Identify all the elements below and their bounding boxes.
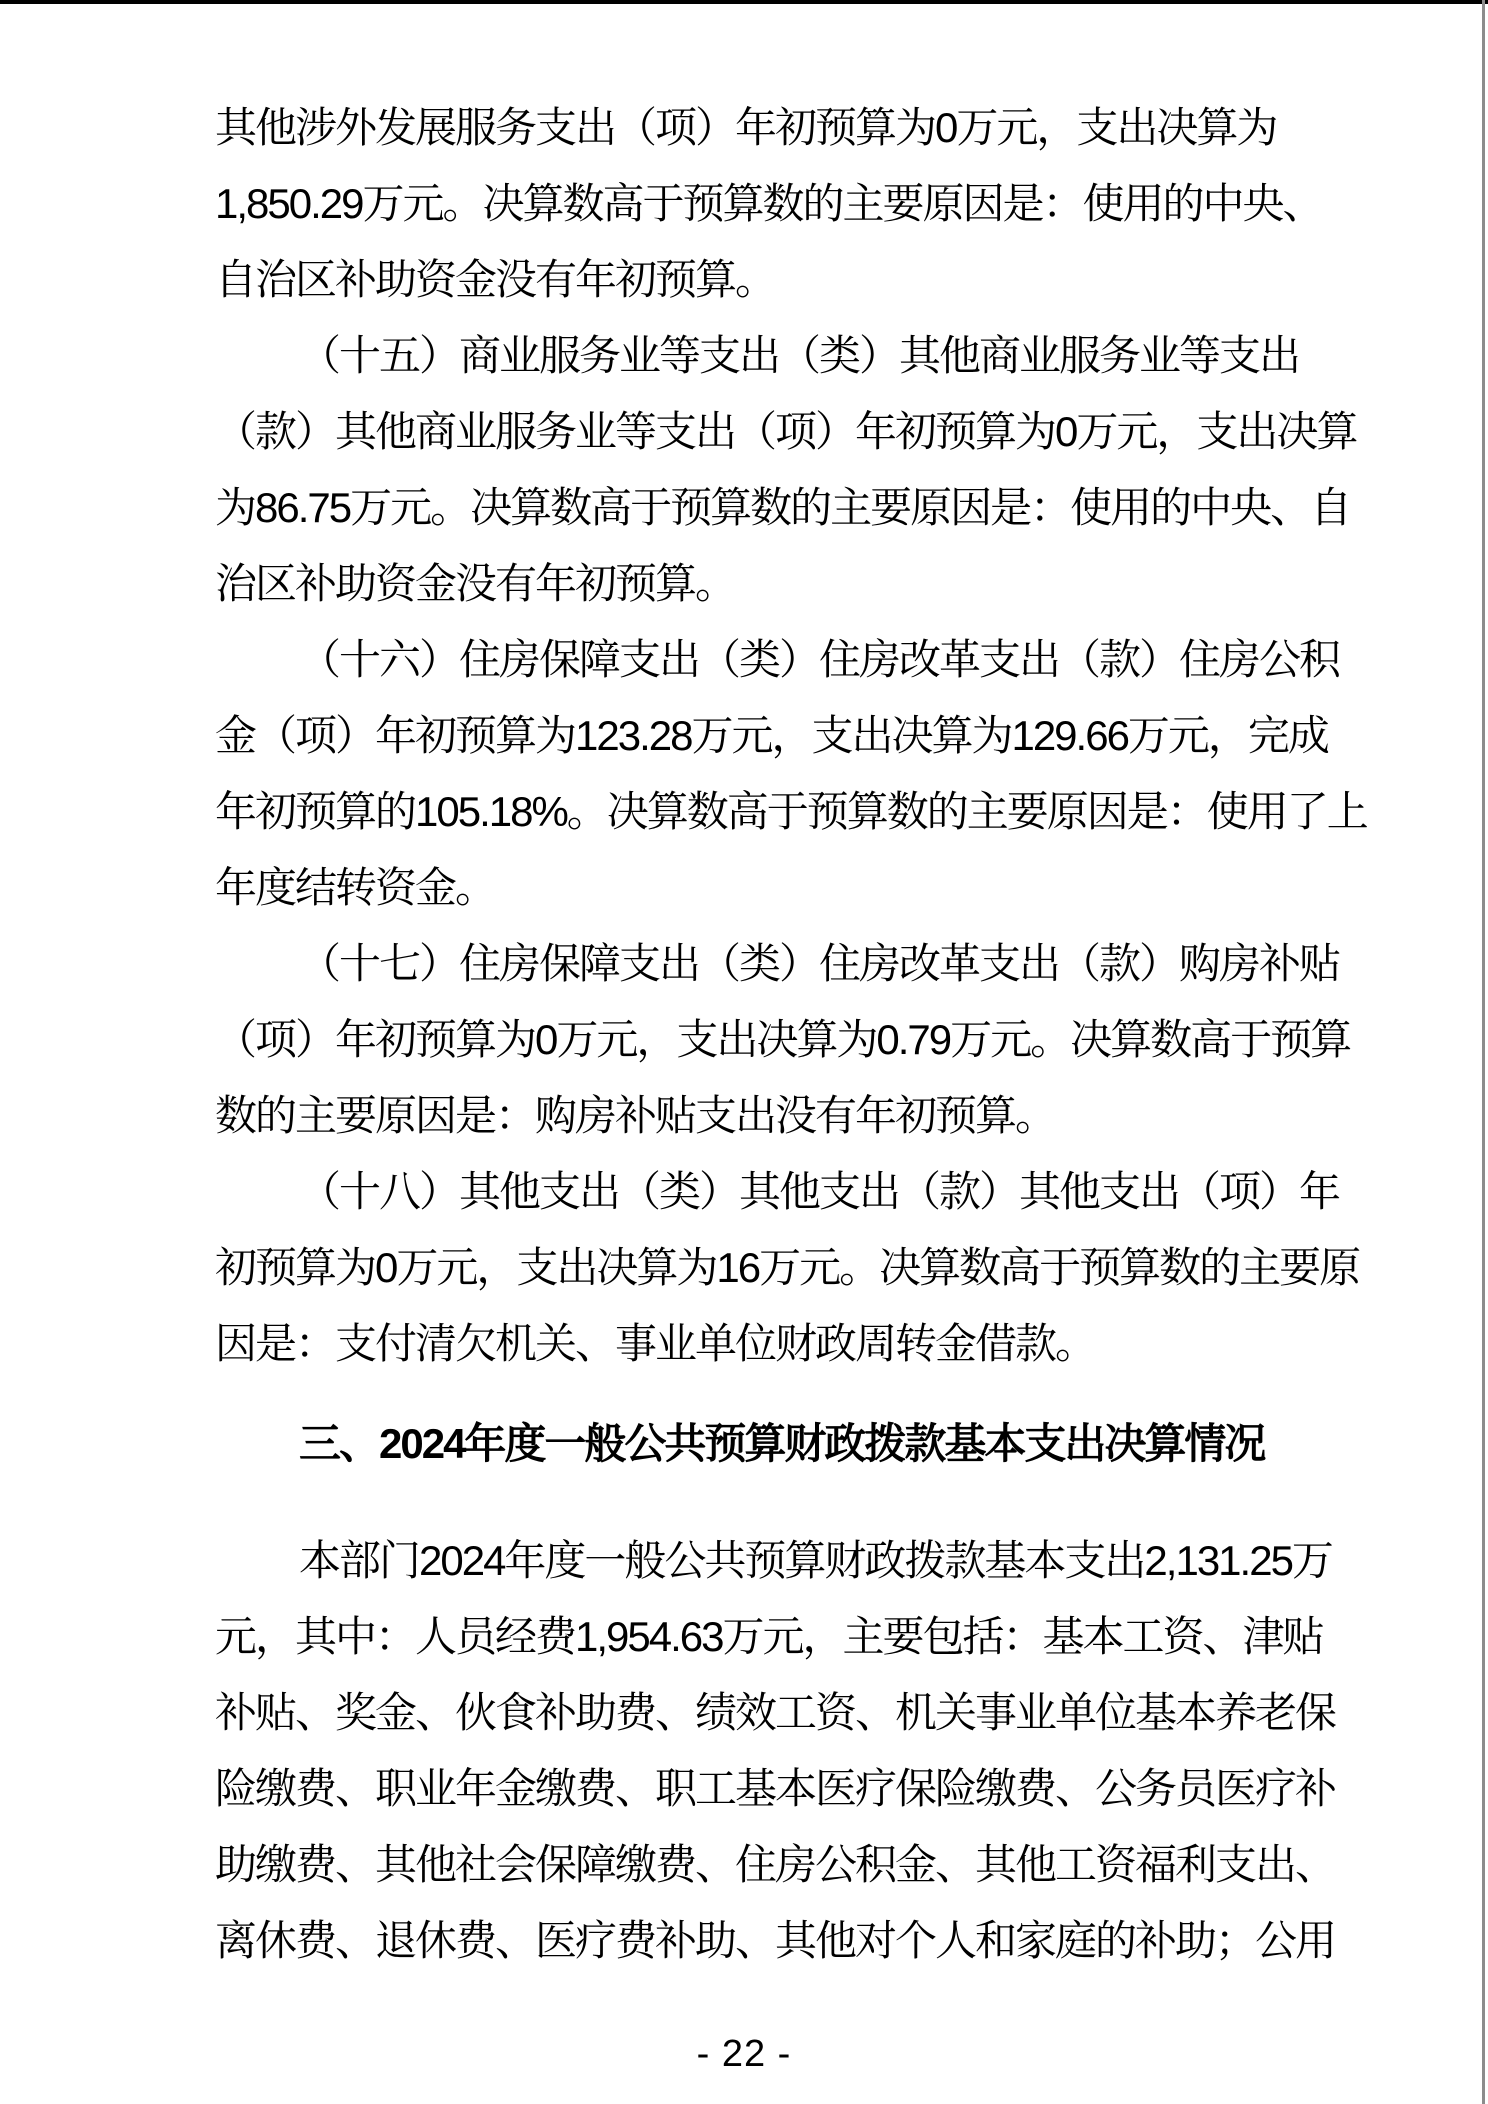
text-line: 初预算为0万元，支出决算为16万元。决算数高于预算数的主要原 (215, 1244, 1360, 1291)
text-line: 其他涉外发展服务支出（项）年初预算为0万元，支出决算为 (215, 104, 1277, 151)
text-line: 因是：支付清欠机关、事业单位财政周转金借款。 (215, 1320, 1096, 1367)
scan-edge-line (1482, 0, 1485, 2104)
text-line: （十六）住房保障支出（类）住房改革支出（款）住房公积 (299, 636, 1340, 683)
document-content (215, 90, 1425, 1979)
section-heading (215, 1406, 1425, 1482)
text-line: 助缴费、其他社会保障缴费、住房公积金、其他工资福利支出、 (215, 1841, 1336, 1888)
text-line: 年初预算的105.18%。决算数高于预算数的主要原因是：使用了上 (215, 788, 1367, 835)
body-paragraph (215, 926, 1425, 1154)
heading-line: 三、2024年度一般公共预算财政拨款基本支出决算情况 (299, 1420, 1265, 1467)
text-line: 本部门2024年度一般公共预算财政拨款基本支出2,131.25万 (299, 1537, 1332, 1584)
text-line: 离休费、退休费、医疗费补助、其他对个人和家庭的补助；公用 (215, 1917, 1336, 1964)
text-line: 年度结转资金。 (215, 864, 496, 911)
text-line: （十七）住房保障支出（类）住房改革支出（款）购房补贴 (299, 940, 1340, 987)
text-line: 金（项）年初预算为123.28万元，支出决算为129.66万元，完成 (215, 712, 1328, 759)
body-paragraph (215, 90, 1425, 318)
text-line: 为86.75万元。决算数高于预算数的主要原因是：使用的中央、自 (215, 484, 1351, 531)
text-line: 1,850.29万元。决算数高于预算数的主要原因是：使用的中央、 (215, 180, 1323, 227)
text-line: （十八）其他支出（类）其他支出（款）其他支出（项）年 (299, 1168, 1340, 1215)
body-paragraph (215, 318, 1425, 622)
body-paragraph (215, 622, 1425, 926)
body-paragraph (215, 1523, 1425, 1979)
text-line: 数的主要原因是：购房补贴支出没有年初预算。 (215, 1092, 1056, 1139)
text-line: 元，其中：人员经费1,954.63万元，主要包括：基本工资、津贴 (215, 1613, 1323, 1660)
text-line: 险缴费、职业年金缴费、职工基本医疗保险缴费、公务员医疗补 (215, 1765, 1336, 1812)
text-line: 补贴、奖金、伙食补助费、绩效工资、机关事业单位基本养老保 (215, 1689, 1336, 1736)
page-number: - 22 - (696, 2033, 792, 2075)
text-line: 治区补助资金没有年初预算。 (215, 560, 736, 607)
text-line: （十五）商业服务业等支出（类）其他商业服务业等支出 (299, 332, 1300, 379)
text-line: （款）其他商业服务业等支出（项）年初预算为0万元，支出决算 (215, 408, 1357, 455)
text-line: 自治区补助资金没有年初预算。 (215, 256, 776, 303)
page-top-border (0, 0, 1488, 4)
text-line: （项）年初预算为0万元，支出决算为0.79万元。决算数高于预算 (215, 1016, 1351, 1063)
body-paragraph (215, 1154, 1425, 1382)
